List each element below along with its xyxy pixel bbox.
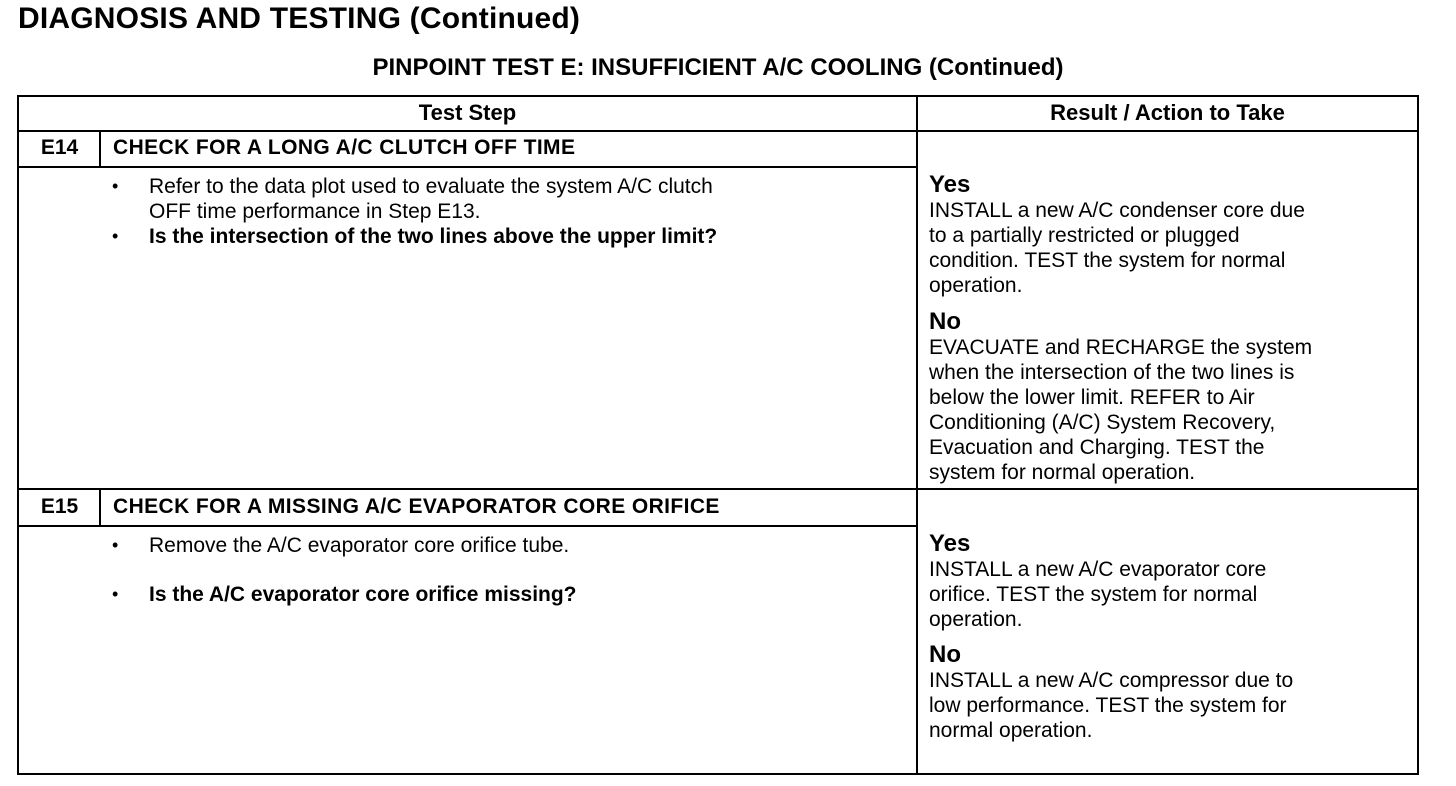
header-divider (17, 130, 1419, 132)
yes-label: Yes (929, 530, 971, 557)
step-question (112, 582, 902, 607)
step-title-divider (17, 166, 917, 168)
result-no-e14 (929, 308, 1409, 485)
result-yes-e15 (929, 530, 1409, 632)
step-question (112, 224, 902, 249)
header-test-step: Test Step (418, 100, 517, 125)
yes-label: Yes (929, 171, 971, 198)
step-title-e15: CHECK FOR A MISSING A/C EVAPORATOR CORE ORIFICE (113, 495, 720, 518)
column-divider (916, 95, 918, 775)
yes-action: INSTALL a new A/C condenser core due to a partially restricted or plugged condition. TEST the system for normal operation. (929, 199, 1305, 297)
bullet-icon: • (112, 535, 119, 555)
page-title: DIAGNOSIS AND TESTING (Continued) (18, 2, 581, 35)
step-id-divider (99, 489, 101, 526)
no-label: No (929, 641, 961, 668)
no-action: INSTALL a new A/C compressor due to low performance. TEST the system for normal operation. (929, 669, 1294, 742)
bullet-icon: • (112, 226, 119, 246)
step-title-divider (17, 525, 917, 527)
instruction-line: Remove the A/C evaporator core orifice tube. (149, 534, 570, 557)
result-no-e15 (929, 641, 1409, 743)
step-title-e14: CHECK FOR A LONG A/C CLUTCH OFF TIME (113, 136, 576, 159)
instruction-line: OFF time performance in Step E13. (149, 200, 481, 223)
bullet-icon: • (112, 176, 119, 196)
result-yes-e14 (929, 171, 1409, 298)
question-text: Is the A/C evaporator core orifice missing? (149, 583, 577, 606)
step-id-e15: E15 (40, 495, 79, 518)
instruction-line: Refer to the data plot used to evaluate the system A/C clutch (149, 175, 713, 198)
bullet-icon: • (112, 584, 119, 604)
step-divider (17, 488, 1419, 490)
pinpoint-test-title: PINPOINT TEST E: INSUFFICIENT A/C COOLING (Continued) (372, 54, 1064, 81)
header-result-action: Result / Action to Take (1050, 100, 1285, 125)
no-action: EVACUATE and RECHARGE the system when the intersection of the two lines is below the lower limit. REFER to Air Conditioning (A/C) System Recovery, Evacuation and Charging. TEST the system for normal operation. (929, 336, 1313, 484)
question-text: Is the intersection of the two lines above the upper limit? (149, 225, 718, 248)
yes-action: INSTALL a new A/C evaporator core orifice. TEST the system for normal operation. (929, 558, 1267, 631)
step-id-e14: E14 (40, 136, 79, 159)
step-instruction (112, 174, 902, 224)
step-instruction (112, 533, 902, 558)
no-label: No (929, 308, 961, 335)
step-id-divider (99, 131, 101, 167)
